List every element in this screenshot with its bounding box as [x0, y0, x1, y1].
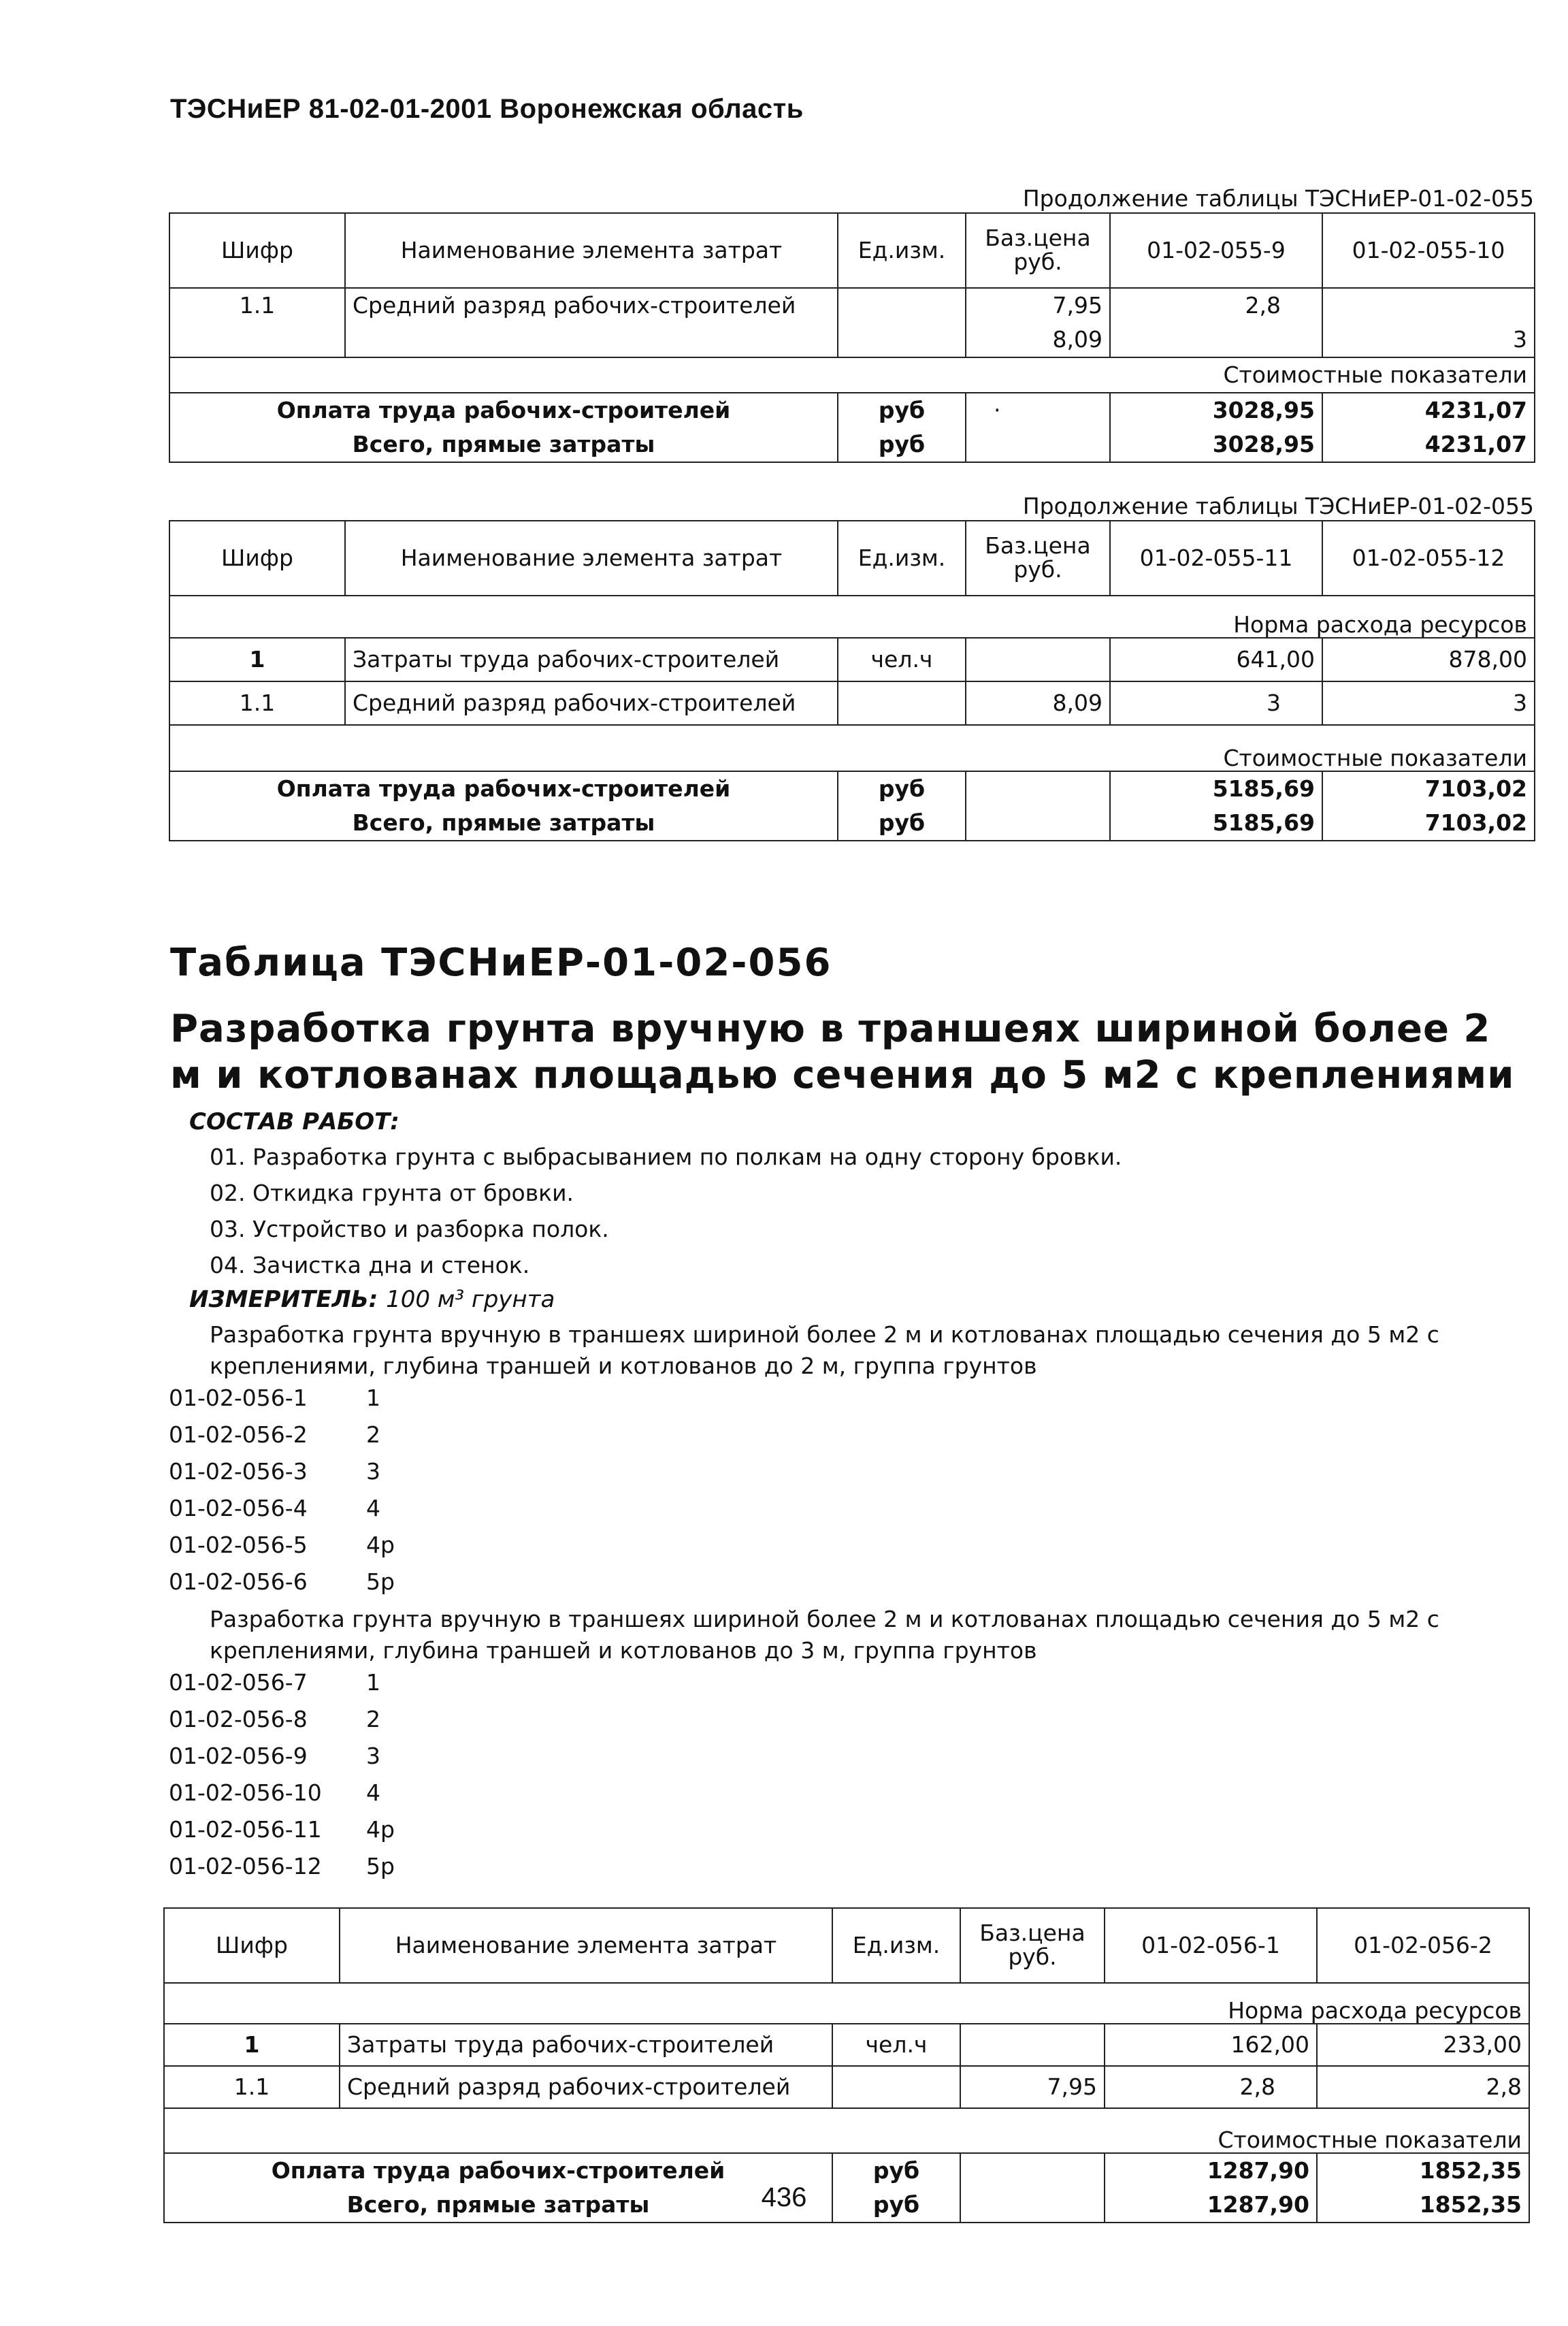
total-name: Всего, прямые затраты [164, 2188, 832, 2223]
total-v1: 5185,69 [1110, 771, 1322, 806]
code-val: 4 [366, 1779, 380, 1806]
code-key: 01-02-056-12 [169, 1853, 322, 1879]
row-name: Затраты труда рабочих-строителей [340, 2024, 832, 2066]
row-val-b-empty [1322, 288, 1535, 323]
total-v2: 4231,07 [1322, 393, 1535, 427]
th-code: Шифр [169, 521, 345, 596]
th-name: Наименование элемента затрат [345, 521, 838, 596]
total-name: Всего, прямые затраты [169, 806, 838, 841]
total-unit: руб [838, 393, 966, 427]
total-v1: 1287,90 [1105, 2153, 1317, 2188]
table-row [164, 2024, 1529, 2066]
total-mark: · [966, 393, 1110, 427]
meter-value: 100 м³ грунта [386, 1286, 555, 1313]
total-v2: 4231,07 [1322, 427, 1535, 462]
code-val: 4р [366, 1532, 395, 1558]
table3 [163, 1907, 1530, 2223]
table2-header-row [169, 521, 1535, 596]
code-key: 01-02-056-11 [169, 1816, 322, 1843]
code-val: 5р [366, 1853, 395, 1879]
code-row [169, 1385, 455, 1421]
code-key: 01-02-056-1 [169, 1385, 308, 1411]
running-header: ТЭСНиЕР 81-02-01-2001 Воронежская область [170, 94, 804, 124]
total-unit: руб [832, 2188, 960, 2223]
section-row [169, 725, 1535, 771]
code-row [169, 1743, 455, 1779]
work-item: 03. Устройство и разборка полок. [210, 1216, 609, 1242]
table1-caption-wrap [169, 185, 1534, 212]
section-row [169, 357, 1535, 393]
th-name: Наименование элемента затрат [340, 1908, 832, 1983]
table2-caption: Продолжение таблицы ТЭСНиЕР-01-02-055 [1022, 493, 1534, 519]
th-col-b: 01-02-055-10 [1322, 213, 1535, 288]
row-unit [832, 2066, 960, 2108]
code-key: 01-02-056-10 [169, 1779, 322, 1806]
code-row [169, 1669, 455, 1706]
total-v2: 1852,35 [1317, 2188, 1529, 2223]
row-unit: чел.ч [832, 2024, 960, 2066]
table1 [169, 212, 1535, 463]
section-label: Норма расхода ресурсов [164, 1983, 1529, 2024]
th-unit: Ед.изм. [838, 213, 966, 288]
total-name: Оплата труда рабочих-строителей [164, 2153, 832, 2188]
section-label: Норма расхода ресурсов [169, 596, 1535, 638]
row-v1: 2,8 [1105, 2066, 1317, 2108]
row-code: 1.1 [169, 681, 345, 725]
code-key: 01-02-056-6 [169, 1568, 308, 1595]
code-key: 01-02-056-4 [169, 1495, 308, 1521]
th-code: Шифр [164, 1908, 340, 1983]
row-v1: 162,00 [1105, 2024, 1317, 2066]
row-code: 1.1 [169, 288, 345, 357]
total-unit: руб [838, 771, 966, 806]
total-v2: 7103,02 [1322, 771, 1535, 806]
code-key: 01-02-056-7 [169, 1669, 308, 1696]
section-row [164, 2108, 1529, 2153]
row-price: 7,95 [960, 2066, 1105, 2108]
row-price: 8,09 [966, 681, 1110, 725]
code-key: 01-02-056-2 [169, 1421, 308, 1448]
th-col-b: 01-02-056-2 [1317, 1908, 1529, 1983]
total-row [169, 393, 1535, 427]
row-name: Средний разряд рабочих-строителей [345, 288, 838, 357]
total-empty [966, 771, 1110, 806]
table-row [169, 638, 1535, 681]
total-v2: 1852,35 [1317, 2153, 1529, 2188]
code-row [169, 1706, 455, 1743]
code-row [169, 1568, 455, 1605]
section-label: Стоимостные показатели [164, 2108, 1529, 2153]
th-col-a: 01-02-055-11 [1110, 521, 1322, 596]
table2 [169, 520, 1535, 841]
row-price-2: 8,09 [966, 323, 1110, 357]
th-price: Баз.цена руб. [966, 213, 1110, 288]
row-unit [838, 681, 966, 725]
total-unit: руб [832, 2153, 960, 2188]
code-key: 01-02-056-8 [169, 1706, 308, 1732]
code-row [169, 1421, 455, 1458]
works-label: СОСТАВ РАБОТ: [189, 1108, 399, 1135]
table-row [164, 2066, 1529, 2108]
table2-caption-wrap [169, 493, 1534, 520]
row-unit: чел.ч [838, 638, 966, 681]
work-item: 02. Откидка грунта от бровки. [210, 1180, 574, 1206]
total-unit: руб [838, 427, 966, 462]
section-row [169, 596, 1535, 638]
table1-caption: Продолжение таблицы ТЭСНиЕР-01-02-055 [1022, 185, 1534, 212]
row-unit [838, 288, 966, 357]
th-col-b: 01-02-055-12 [1322, 521, 1535, 596]
row-v2: 878,00 [1322, 638, 1535, 681]
total-v1: 5185,69 [1110, 806, 1322, 841]
code-row [169, 1853, 455, 1890]
th-col-a: 01-02-056-1 [1105, 1908, 1317, 1983]
total-name: Оплата труда рабочих-строителей [169, 771, 838, 806]
row-v2: 2,8 [1317, 2066, 1529, 2108]
row-val-b: 3 [1322, 323, 1535, 357]
th-price: Баз.цена руб. [966, 521, 1110, 596]
code-val: 4 [366, 1495, 380, 1521]
th-unit: Ед.изм. [838, 521, 966, 596]
code-row [169, 1779, 455, 1816]
row-val-a: 2,8 [1110, 288, 1322, 323]
row-price [960, 2024, 1105, 2066]
total-v1: 3028,95 [1110, 427, 1322, 462]
code-val: 1 [366, 1669, 380, 1696]
section-row [164, 1983, 1529, 2024]
table-row [169, 288, 1535, 323]
code-val: 3 [366, 1458, 380, 1485]
row-v2: 233,00 [1317, 2024, 1529, 2066]
code-val: 4р [366, 1816, 395, 1843]
section-subtitle: Разработка грунта вручную в траншеях шириной более 2 м и котлованах площадью сечения до 5 м2 с креплениями [170, 1007, 1515, 1097]
code-val: 1 [366, 1385, 380, 1411]
th-code: Шифр [169, 213, 345, 288]
row-name: Средний разряд рабочих-строителей [345, 681, 838, 725]
total-name: Оплата труда рабочих-строителей [169, 393, 838, 427]
total-v1: 3028,95 [1110, 393, 1322, 427]
total-name: Всего, прямые затраты [169, 427, 838, 462]
group1-text: Разработка грунта вручную в траншеях шириной более 2 м и котлованах площадью сечения до 5 м2 с креплениями, глубина траншей и котлованов до 2 м, группа грунтов [210, 1321, 1439, 1379]
section-label: Стоимостные показатели [169, 357, 1535, 393]
row-code: 1 [164, 2024, 340, 2066]
th-price: Баз.цена руб. [960, 1908, 1105, 1983]
total-row [169, 427, 1535, 462]
table3-header-row [164, 1908, 1529, 1983]
group2-text: Разработка грунта вручную в траншеях шириной более 2 м и котлованах площадью сечения до 5 м2 с креплениями, глубина траншей и котлованов до 3 м, группа грунтов [210, 1606, 1439, 1664]
page-number: 436 [761, 2182, 807, 2212]
section-title: Таблица ТЭСНиЕР-01-02-056 [170, 941, 832, 985]
code-key: 01-02-056-3 [169, 1458, 308, 1485]
code-val: 3 [366, 1743, 380, 1769]
row-val-a-empty [1110, 323, 1322, 357]
th-col-a: 01-02-055-9 [1110, 213, 1322, 288]
code-row [169, 1532, 455, 1568]
meter-label: ИЗМЕРИТЕЛЬ: [189, 1286, 378, 1313]
section-label: Стоимостные показатели [169, 725, 1535, 771]
row-v1: 641,00 [1110, 638, 1322, 681]
code-row [169, 1458, 455, 1495]
total-empty [966, 806, 1110, 841]
total-v1: 1287,90 [1105, 2188, 1317, 2223]
row-name: Затраты труда рабочих-строителей [345, 638, 838, 681]
row-price [966, 638, 1110, 681]
th-name: Наименование элемента затрат [345, 213, 838, 288]
code-row [169, 1495, 455, 1532]
code-val: 5р [366, 1568, 395, 1595]
work-item: 01. Разработка грунта с выбрасыванием по полкам на одну сторону бровки. [210, 1144, 1122, 1170]
th-unit: Ед.изм. [832, 1908, 960, 1983]
total-row [169, 771, 1535, 806]
total-v2: 7103,02 [1322, 806, 1535, 841]
row-v2: 3 [1322, 681, 1535, 725]
row-code: 1.1 [164, 2066, 340, 2108]
meter-line [189, 1286, 555, 1313]
row-v1: 3 [1110, 681, 1322, 725]
code-key: 01-02-056-5 [169, 1532, 308, 1558]
row-name: Средний разряд рабочих-строителей [340, 2066, 832, 2108]
table1-header-row [169, 213, 1535, 288]
table-row [169, 681, 1535, 725]
work-item: 04. Зачистка дна и стенок. [210, 1252, 530, 1278]
total-row [169, 806, 1535, 841]
code-val: 2 [366, 1421, 380, 1448]
code-row [169, 1816, 455, 1853]
total-empty [966, 427, 1110, 462]
total-unit: руб [838, 806, 966, 841]
code-val: 2 [366, 1706, 380, 1732]
row-price-1: 7,95 [966, 288, 1110, 323]
code-key: 01-02-056-9 [169, 1743, 308, 1769]
row-code: 1 [169, 638, 345, 681]
